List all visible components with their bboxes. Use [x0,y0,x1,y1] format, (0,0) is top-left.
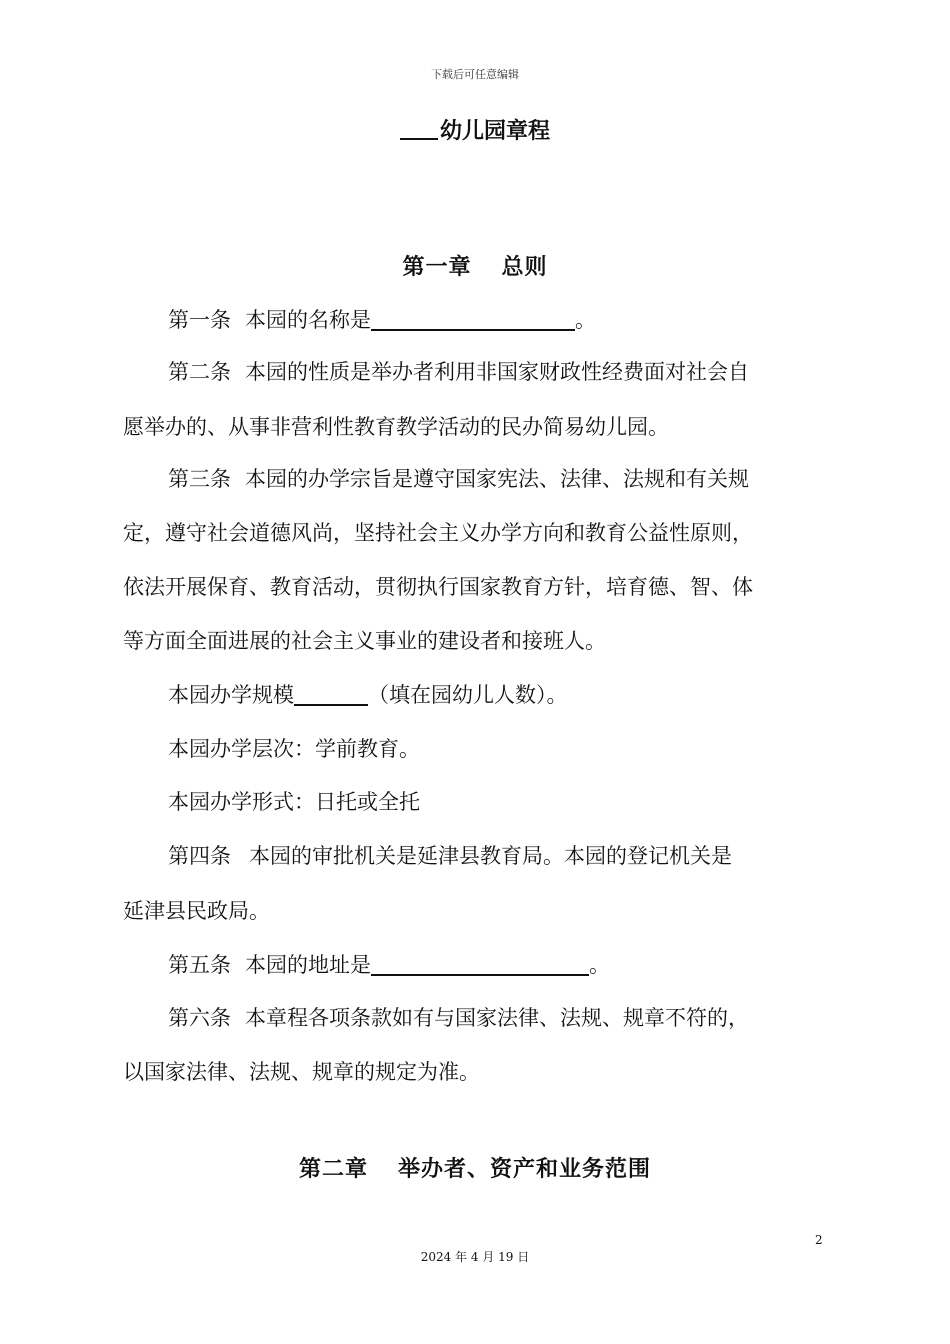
article-4-line-2: 延津县民政局。 [123,899,270,923]
scale-line [168,681,878,709]
article-5-end: 。 [589,953,610,977]
article-2-line-1 [168,358,878,386]
article-6-line-2: 以国家法律、法规、规章的规定为准。 [123,1060,480,1084]
article-5 [168,951,878,979]
article-1-text: 本园的名称是 [245,308,371,332]
page-footer-date: 2024 年 4 月 19 日 [420,1250,530,1264]
article-1 [168,306,878,334]
chapter-1-name: 总则 [501,255,548,280]
article-3-text: 本园的办学宗旨是遵守国家宪法、法律、法规和有关规 [245,467,749,491]
title-text: 幼儿园章程 [439,119,550,144]
chapter-2-name: 举办者、资产和业务范围 [398,1157,652,1182]
article-4-text: 本园的审批机关是延津县教育局。本园的登记机关是 [249,844,732,868]
name-blank [371,307,575,331]
article-5-label: 第五条 [168,953,231,977]
scale-note: （填在园幼儿人数）。 [368,683,568,707]
article-1-label: 第一条 [168,308,231,332]
article-3-line-3: 依法开展保育、教育活动，贯彻执行国家教育方针，培育德、智、体 [123,575,753,599]
article-1-end: 。 [575,308,596,332]
article-6-label: 第六条 [168,1006,231,1030]
document-title [0,114,950,145]
scale-blank [294,682,368,706]
page-number: 2 [815,1233,823,1247]
article-3-line-4: 等方面全面进展的社会主义事业的建设者和接班人。 [123,629,606,653]
article-2-line-2: 愿举办的、从事非营利性教育教学活动的民办简易幼儿园。 [123,415,669,439]
article-3-line-1 [168,465,878,493]
article-2-text: 本园的性质是举办者利用非国家财政性经费面对社会自 [245,360,749,384]
article-4-label: 第四条 [168,844,231,868]
title-blank [400,120,438,140]
level-line: 本园办学层次：学前教育。 [168,737,420,761]
article-6-text: 本章程各项条款如有与国家法律、法规、规章不符的， [245,1006,749,1030]
form-line: 本园办学形式：日托或全托 [168,790,420,814]
article-3-label: 第三条 [168,467,231,491]
chapter-2-heading [0,1152,950,1183]
article-2-label: 第二条 [168,360,231,384]
chapter-2-number: 第二章 [298,1157,368,1182]
page-header: 下载后可任意编辑 [431,68,519,81]
scale-label: 本园办学规模 [168,683,294,707]
article-5-text: 本园的地址是 [245,953,371,977]
article-6-line-1 [168,1004,878,1032]
chapter-1-number: 第一章 [402,255,472,280]
article-3-line-2: 定，遵守社会道德风尚，坚持社会主义办学方向和教育公益性原则， [123,521,753,545]
chapter-1-heading [0,250,950,281]
address-blank [371,952,589,976]
article-4-line-1 [168,842,878,870]
